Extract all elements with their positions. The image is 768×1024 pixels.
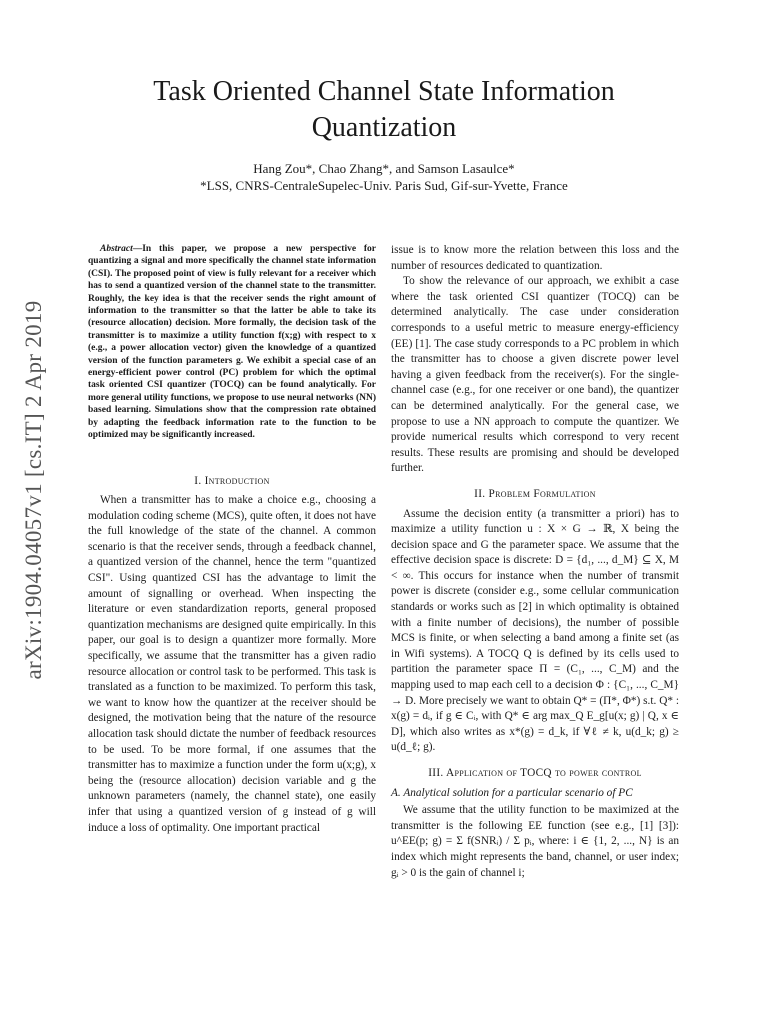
paper-header [85, 74, 683, 194]
right-column [391, 243, 679, 881]
abstract-label: Abstract [100, 244, 133, 254]
subsection-analytical-solution-heading: A. Analytical solution for a particular scenario of PC [391, 786, 633, 799]
intro-paragraph: When a transmitter has to make a choice e.g., choosing a modulation coding scheme (MCS), quite often, it does not have the full knowledge of the state of the channel. A common scenario is that the receiver sends, through a feedback channel, a quantized version of the channel, hence the term "quantized CSI". Using quantized CSI has the advantage to limit the amount of signalling or overhead. When inspecting the literature or even standardization reports, general proposed quantization mechanisms are designed quite empirically. In this paper, our goal is to design a quantizer more formally. More specifically, we assume that the transmitter has a given radio resource allocation or control task to be performed. This task is translated as a function to be maximized. To perform this task, we want to know how the quantizer at the receiver should be designed, the motivation being that the nature of the resource allocation task should dictate the number of feedback resources to be used. To be more formal, if one assumes that the transmitter has to maximize a function under the form u(x;g), x being the (resource allocation) decision variable and g the unknown parameters (namely, the channel state), one easily infer that using a quantized version of g instead of g will induce a loss of optimality. One important practical [88, 494, 376, 834]
abstract [88, 243, 376, 442]
application-paragraph: We assume that the utility function to be maximized at the transmitter is the following EE function (see e.g., [1] [3]): u^EE(p; g) = Σ f(SNRᵢ) / Σ pᵢ, where: i ∈ {1, 2, ..., N} is an index which might represents the band, channel, or user index; gᵢ > 0 is the gain of channel i; [391, 804, 679, 879]
right-paragraph-1: issue is to know more the relation between this loss and the number of resources dedicated to quantization. [391, 244, 679, 272]
problem-formulation-paragraph: Assume the decision entity (a transmitter a priori) has to maximize a utility function u : X × G → ℝ, X being the decision space and G the parameter space. We assume that the effective decision space is discrete: D = {d₁, ..., d_M} ⊆ X, M < ∞. This occurs for instance when the number of transmit power is discrete (consider e.g., some cellular communication standards or works such as [2] in which optimality is obtained with a finite number of decisions), the number of possible MCS is finite, or when selecting a band among a finite set (as in Wifi systems). A TOCQ Q is defined by its cells used to partition the parameter space Π = (C₁, ..., C_M) and the mapping used to map each cell to a decision Φ : {C₁, ..., C_M} → D. More precisely we want to obtain Q* = (Π*, Φ*) s.t. Q* : x(g) = dᵢ, if g ∈ Cᵢ, with Q* ∈ arg max_Q E_g[u(x; g) | Q, x ∈ D], which also writes as x*(g) = d_k, if ∀ℓ ≠ k, u(d_k; g) ≥ u(d_ℓ; g). [391, 507, 679, 754]
section-introduction-heading: I. Introduction [194, 474, 270, 487]
arxiv-sidebar [4, 280, 64, 700]
right-paragraph-2: To show the relevance of our approach, we exhibit a case where the task oriented CSI quantizer (TOCQ) can be determined analytically. The case under consideration corresponds to a useful metric to measure energy-efficiency (EE) [1]. The case study corresponds to a PC problem in which the transmitter has to choose a given discrete power level having a given feedback from the receiver(s). For the single-channel case (e.g., for one receiver or one band), the quantizer can be determined analytically. For the general case, we propose to use a NN approach to compute the quantizer. We provide numerical results which correspond to very recent results. These results are promising and should be developed further. [391, 275, 679, 475]
paper-authors: Hang Zou*, Chao Zhang*, and Samson Lasaulce* [253, 161, 515, 176]
arxiv-identifier: arXiv:1904.04057v1 [cs.IT] 2 Apr 2019 [21, 300, 46, 680]
paper-title: Task Oriented Channel State Information Quantization [153, 76, 615, 143]
section-application-heading: III. Application of TOCQ to power control [428, 767, 642, 779]
paper-affiliation: *LSS, CNRS-CentraleSupelec-Univ. Paris Sud, Gif-sur-Yvette, France [200, 178, 568, 193]
abstract-text: —In this paper, we propose a new perspective for quantizing a signal and more specifically the channel state information (CSI). The proposed point of view is fully relevant for a receiver which has to send a quantized version of the channel state to the transmitter. Roughly, the key idea is that the receiver sends the right amount of information to the transmitter so that the latter be able to take its (resource allocation) decision. More formally, the decision task of the transmitter is to maximize a utility function f(x;g) with respect to x (e.g., a power allocation vector) given the knowledge of a quantized version of the function parameters g. We exhibit a special case of an energy-efficient power control (PC) problem for which the optimal task oriented CSI quantizer (TOCQ) can be found analytically. For more general utility functions, we propose to use neural networks (NN) based learning. Simulations show that the compression rate obtained by adapting the feedback information rate to the function to be optimized may be significantly increased. [88, 244, 376, 441]
section-problem-formulation-heading: II. Problem Formulation [474, 487, 596, 500]
left-column [88, 243, 376, 836]
